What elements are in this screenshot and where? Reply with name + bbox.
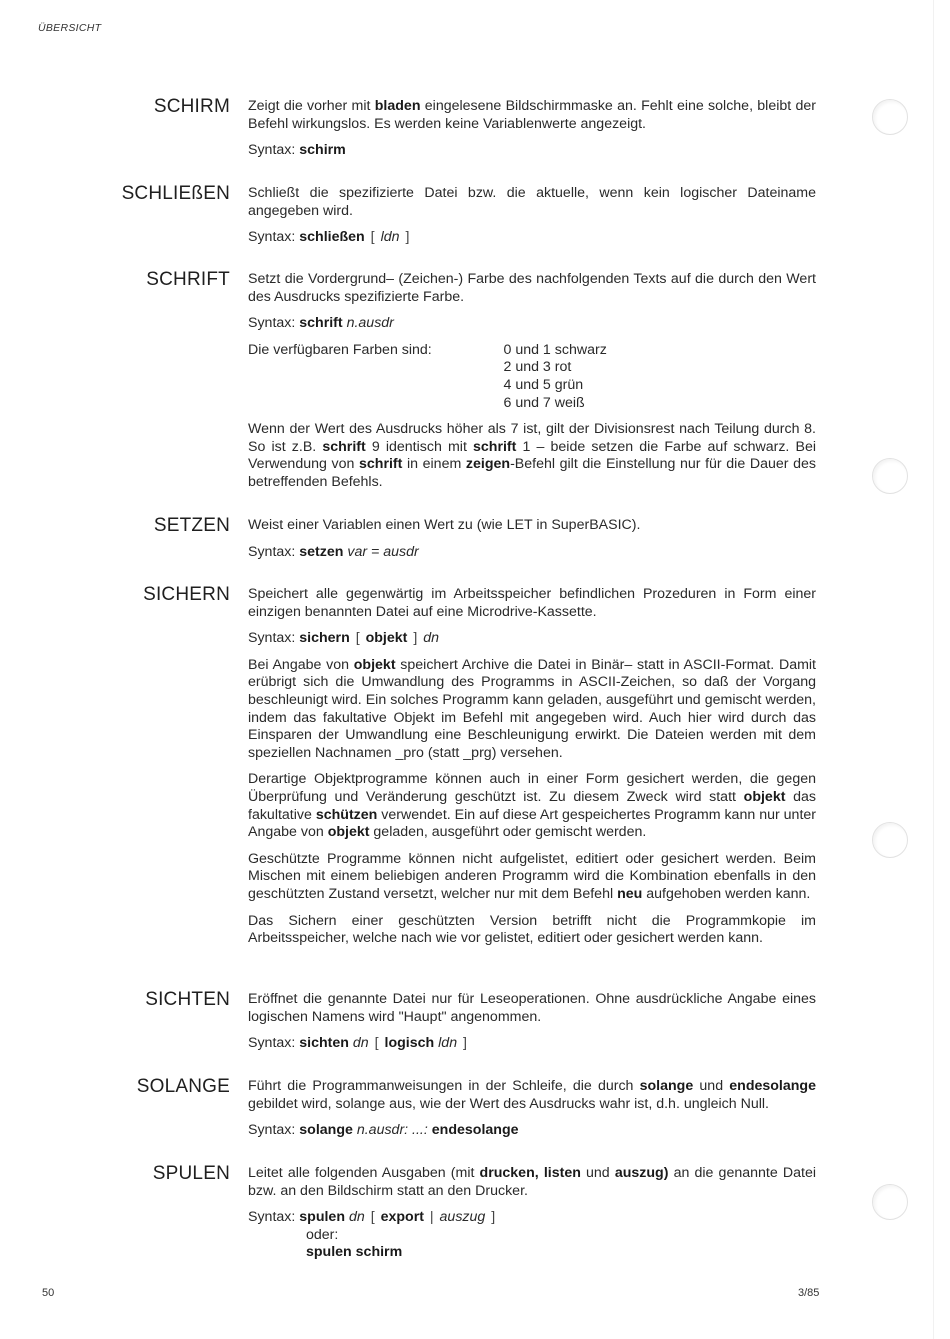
keyword-heading: SICHERN: [143, 584, 230, 605]
syntax-line: [248, 315, 816, 333]
bracket: [: [374, 1035, 379, 1052]
text: eingelesene Bildschirmmaske an. Fehlt eine solche, bleibt der Befehl wirkungslos. Es werden keine Variablenwerte angezeigt.: [248, 98, 817, 132]
punch-hole: [872, 1184, 908, 1220]
page-number: 50: [42, 1287, 55, 1299]
description: [248, 421, 816, 491]
syntax-argument: ldn: [380, 229, 400, 246]
description: [248, 1078, 816, 1113]
description: Schließt die spezifizierte Datei bzw. die aktuelle, wenn kein logischer Dateiname angegeben wird.: [248, 185, 816, 219]
entry-body: [248, 185, 816, 256]
bracket: ]: [463, 1035, 467, 1052]
syntax-option: auszug: [439, 1209, 486, 1226]
syntax-line: [248, 1209, 816, 1227]
text: Leitet alle folgenden Ausgaben (mit: [248, 1165, 480, 1181]
color-table: [248, 342, 816, 412]
description: Eröffnet die genannte Datei nur für Leseoperationen. Ohne ausdrückliche Angabe eines logischen Namens wird "Haupt" angenommen.: [248, 991, 816, 1025]
command: schützen: [315, 806, 378, 823]
keyword-heading: SCHLIEßEN: [121, 183, 230, 204]
syntax-line: [248, 1122, 816, 1140]
color-row: 0 und 1 schwarz: [503, 341, 607, 358]
syntax-command: spulen schirm: [306, 1244, 403, 1261]
syntax-line: [248, 142, 816, 160]
syntax-command: sichern: [299, 630, 350, 647]
syntax-label: Syntax:: [248, 630, 300, 647]
text: -Befehl gilt die Einstellung nur für die Dauer des betreffenden Befehls.: [248, 456, 816, 490]
punch-hole: [872, 822, 908, 858]
bracket: [: [355, 630, 360, 647]
punch-hole: [872, 99, 908, 135]
description: [248, 1165, 816, 1200]
keyword-heading: SETZEN: [153, 515, 230, 536]
syntax-command: solange: [299, 1122, 353, 1139]
description: [248, 771, 816, 841]
description: Setzt die Vordergrund– (Zeichen-) Farbe des nachfolgenden Texts auf die durch den Wert des Ausdrucks spezifizierte Farbe.: [248, 271, 816, 305]
command: bladen: [374, 98, 421, 114]
command: zeigen: [465, 456, 511, 473]
syntax-option: logisch: [384, 1035, 435, 1052]
description: Speichert alle gegenwärtig im Arbeitsspeicher befindlichen Prozeduren in Form einer einzigen benannten Datei auf eine Microdrive-Kassette.: [248, 586, 816, 620]
syntax-command: schließen: [299, 229, 365, 246]
command: schrift: [473, 438, 517, 455]
syntax-command: sichten: [299, 1035, 349, 1052]
bracket: ]: [413, 630, 418, 647]
color-row: 2 und 3 rot: [503, 359, 572, 376]
syntax-argument: ldn: [438, 1035, 458, 1052]
text: verwendet. Ein auf diese Art gespeichertes Programm kann nur unter Angabe von: [248, 806, 816, 841]
syntax-option: export: [380, 1209, 424, 1226]
command: endesolange: [729, 1078, 816, 1094]
text: 9 identisch mit: [365, 438, 474, 455]
entry-body: [248, 586, 816, 957]
syntax-argument: dn: [348, 1209, 365, 1226]
command: schrift: [359, 456, 403, 473]
syntax-label: Syntax:: [248, 1035, 300, 1052]
syntax-label: Syntax:: [248, 142, 300, 159]
syntax-argument: dn: [352, 1035, 369, 1052]
keyword-heading: SOLANGE: [136, 1076, 230, 1097]
description: Weist einer Variablen einen Wert zu (wie LET in SuperBASIC).: [248, 517, 641, 533]
text: Führt die Programmanweisungen in der Schleife, die durch: [248, 1078, 640, 1094]
description: [248, 851, 816, 904]
edition-date: 3/85: [798, 1287, 820, 1299]
entry-body: [248, 271, 816, 501]
text: gebildet wird, solange aus, wie der Wert des Ausdrucks wahr ist, d.h. ungleich Null.: [248, 1095, 769, 1112]
text: Zeigt die vorher mit: [248, 98, 375, 114]
syntax-argument: n.ausdr: ...:: [356, 1122, 428, 1139]
command: drucken, listen: [479, 1165, 581, 1181]
syntax-label: Syntax:: [248, 1122, 300, 1139]
text: Bei Angabe von: [248, 656, 354, 673]
syntax-label: Syntax:: [248, 1209, 300, 1226]
command: auszug): [614, 1165, 669, 1181]
syntax-option: objekt: [365, 630, 408, 647]
description: Das Sichern einer geschützten Version betrifft nicht die Programmkopie im Arbeitsspeicher, welche nach wie vor gelistet, editiert oder gesichert werden kann.: [248, 912, 816, 947]
syntax-command: endesolange: [431, 1122, 519, 1139]
syntax-line: [248, 544, 816, 562]
syntax-alternative: [248, 1244, 816, 1262]
syntax-command: schirm: [299, 142, 346, 159]
description: [248, 98, 816, 133]
syntax-argument: n.ausdr: [346, 315, 394, 332]
entry-body: [248, 1165, 816, 1262]
entry-body: [248, 98, 816, 169]
text: Geschützte Programme können nicht aufgelistet, editiert oder gesichert werden. Beim Mischen mit einem beliebigen anderen Programm wird die Kombination ebenfalls in den geschützten Zustand versetzt, welcher nur mit dem Befehl: [248, 850, 816, 902]
command: objekt: [327, 824, 370, 841]
text: und: [693, 1078, 730, 1094]
command: schrift: [322, 438, 366, 455]
entry-body: [248, 517, 816, 570]
text: geladen, ausgeführt oder gemischt werden.: [369, 824, 647, 841]
bracket: [: [370, 229, 375, 246]
text: und: [580, 1165, 615, 1181]
syntax-line: [248, 630, 816, 648]
syntax-argument: dn: [423, 630, 440, 647]
syntax-command: setzen: [299, 543, 344, 560]
color-table-intro: Die verfügbaren Farben sind:: [248, 341, 432, 358]
bracket: [: [370, 1209, 375, 1226]
command: neu: [617, 885, 643, 902]
syntax-command: spulen: [299, 1209, 345, 1226]
syntax-line: [248, 229, 816, 247]
command: objekt: [743, 788, 786, 805]
text: 1 – beide setzen die Farbe auf schwarz. Bei Verwendung von: [248, 438, 816, 473]
keyword-heading: SPULEN: [152, 1163, 230, 1184]
entry-body: [248, 1078, 816, 1149]
syntax-label: Syntax:: [248, 229, 300, 246]
syntax-label: Syntax:: [248, 315, 300, 332]
bracket: ]: [491, 1209, 496, 1226]
color-row: 6 und 7 weiß: [503, 394, 585, 411]
command: objekt: [353, 656, 396, 673]
text: aufgehoben werden kann.: [642, 885, 811, 902]
color-row: 4 und 5 grün: [503, 376, 584, 393]
syntax-command: schrift: [299, 315, 343, 332]
keyword-heading: SCHIRM: [153, 96, 230, 117]
keyword-heading: SICHTEN: [145, 989, 230, 1010]
keyword-heading: SCHRIFT: [146, 269, 230, 290]
text: in einem: [402, 456, 466, 473]
entry-body: [248, 991, 816, 1062]
syntax-line: [248, 1035, 816, 1053]
syntax-label: Syntax:: [248, 543, 300, 560]
punch-hole: [872, 458, 908, 494]
syntax-or: oder:: [306, 1226, 339, 1243]
bracket: ]: [405, 229, 410, 246]
page-edge: [933, 0, 934, 1339]
separator: |: [429, 1209, 434, 1226]
text: Derartige Objektprogramme können auch in einer Form gesichert werden, die gegen Überprüfung und Veränderung geschützt ist. Zu diesem Zweck wird statt: [248, 771, 816, 805]
text: speichert Archive die Datei in Binär– statt in ASCII-Format. Damit erübrigt sich die Umwandlung des Programms in ASCII-Zeichen, so daß der Vorgang beschleunigt wird. Ein solches Programm kann geladen, ausgeführt und gemischt werden, indem das fakultative Objekt im Befehl mit angegeben wird. Auch hier wird durch das Einsparen der Umwandlung eine Beschleunigung erwirkt. Die Dateien werden mit dem speziellen Nachnamen _pro (statt _prg) versehen.: [248, 656, 816, 761]
syntax-argument: var = ausdr: [347, 543, 419, 560]
command: solange: [639, 1078, 694, 1094]
text: Wenn der Wert des Ausdrucks höher als 7 ist, gilt der Divisionsrest nach Teilung durch 8. So ist z.B.: [248, 421, 816, 455]
description: [248, 657, 816, 763]
text: das fakultative: [248, 788, 817, 823]
running-header: ÜBERSICHT: [38, 22, 102, 34]
text: an die genannte Datei bzw. an den Bildschirm statt an den Drucker.: [248, 1165, 816, 1199]
